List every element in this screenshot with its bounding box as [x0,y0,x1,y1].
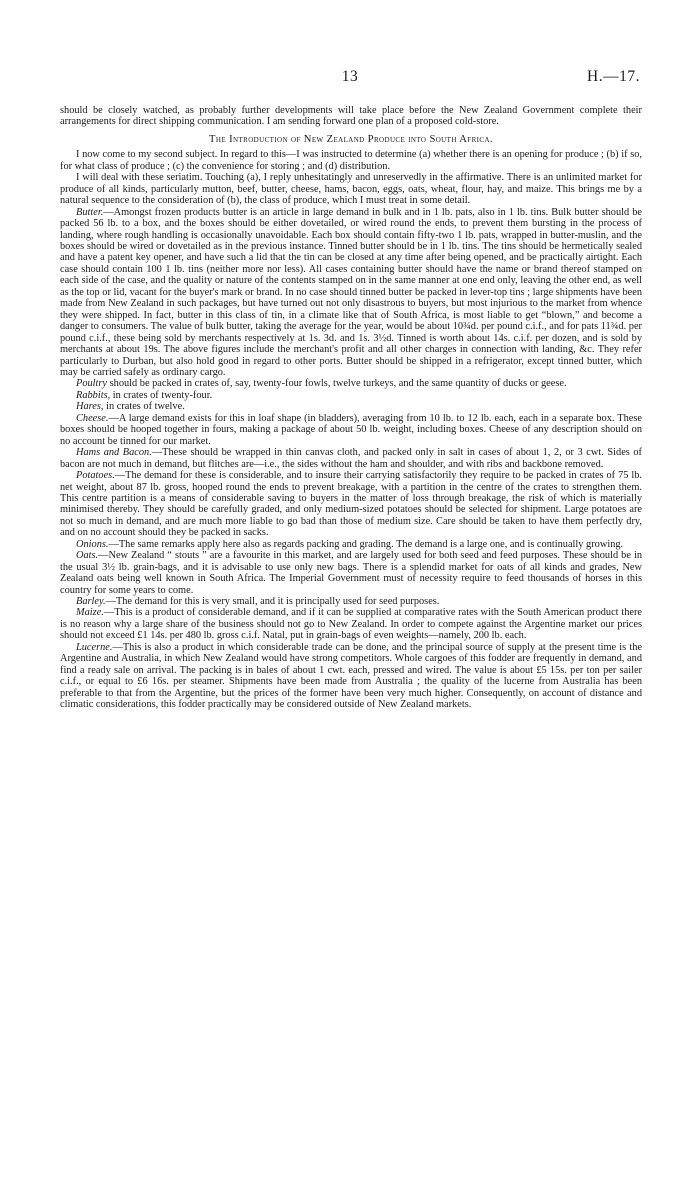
item-text: —The same remarks apply here also as regards packing and grading. The demand is a large one, and is continually growing. [108,538,624,550]
section-heading: The Introduction of New Zealand Produce into South Africa. [209,133,493,145]
item-term: Maize. [76,607,104,619]
item-text: —The demand for these is considerable, and to insure their carrying satisfactorily they require to be packed in crates of 75 lb. net weight, about 87 lb. gross, hooped round the ends to prevent breakage, with a partition in the centre of the crates to strengthen them. This centre partition is a means of considerable saving to buyers in the matter of loss through breakage, the risk of which is materially minimised thereby. They should be carefully graded, and only medium-sized potatoes should be selected for shipment. Large potatoes are not so much in demand, and are much more liable to go bad than those of medium size. Care should be taken to have them perfectly dry, and on no account should they be packed in sacks. [60,470,642,539]
item-term: Potatoes. [76,470,115,482]
item-term: Rabbits, [76,389,111,401]
paragraph-seriatim: I will deal with these seriatim. Touching (a), I reply unhesitatingly and unreservedly in the affirmative. There is an unlimited market for produce of all kinds, particularly mutton, beef, butter, cheese, hams, bacon, eggs, oats, wheat, flour, hay, and maize. This brings me by a natural sequence to the consideration of (b), the class of produce, which I must treat in some detail. [60,172,642,207]
item-text: in crates of twelve. [103,401,185,413]
item-butter [60,207,642,379]
item-term: Onions. [76,538,109,550]
document-body [60,105,642,711]
item-text: —These should be wrapped in thin canvas cloth, and packed only in salt in cases of about 1, 2, or 3 cwt. Sides of bacon are not much in demand, but flitches are—i.e., the sides without the ham and shoulder, and with ribs and backbone removed. [60,447,642,470]
item-cheese [60,413,642,447]
item-onions [60,539,642,550]
paragraph-subject: I now come to my second subject. In regard to this—I was instructed to determine (a) whether there is an opening for produce ; (b) if so, for what class of produce ; (c) the convenience for storing ; and (d) distribution. [60,149,642,172]
page-header [60,68,640,90]
page-number: 13 [341,68,359,85]
item-term: Cheese. [76,412,109,424]
item-text: —New Zealand “ stouts ” are a favourite in this market, and are largely used for both seed and feed purposes. These should be in the usual 3½ lb. grain-bags, and it is advisable to use only new bags. There is a splendid market for oats of all kinds and grades, New Zealand oats being well known in South Africa. The Imperial Government must of necessity require to feed thousands of horses in this country for some years to come. [60,550,642,596]
item-barley [60,596,642,607]
item-oats [60,550,642,596]
item-term: Hares, [76,401,104,413]
item-text: —This is also a product in which considerable trade can be done, and the principal source of supply at the present time is the Argentine and Australia, in which New Zealand would have strong competitors. Whole cargoes of this fodder are frequently in demand, and find a ready sale on arrival. The packing is in bales of about 1 cwt. each, pressed and wired. The value is about £5 15s. per ton per sailer c.i.f., or equal to £6 16s. per steamer. Shipments have been made from Australia ; the quality of the lucerne from Australia has been preferable to that from the Argentine, but the prices of the former have been very much higher. Consequently, on account of distance and climatic considerations, this fodder practically may be considered outside of New Zealand markets. [60,641,642,711]
item-term: Oats. [76,550,99,562]
item-term: Butter. [76,206,104,218]
item-maize [60,607,642,641]
item-lucerne [60,642,642,711]
item-hares [60,401,642,412]
item-rabbits [60,390,642,401]
item-term: Hams and Bacon. [76,447,152,459]
item-poultry [60,378,642,389]
item-term: Barley. [76,596,106,608]
item-term: Poultry [76,378,108,390]
item-potatoes [60,470,642,539]
document-reference: H.—17. [587,68,640,85]
item-hams-bacon [60,447,642,470]
item-term: Lucerne. [76,641,113,653]
item-text: —This is a product of considerable demand, and if it can be supplied at comparative rates with the South American product there is no reason why a large share of the business should not go to New Zealand. In order to compete against the Argentine market our prices should not exceed £1 14s. per 480 lb. gross c.i.f. Natal, put in grain-bags of even weights—namely, 200 lb. each. [60,607,642,642]
intro-paragraph: should be closely watched, as probably further developments will take place before the New Zealand Government complete their arrangements for direct shipping communication. I am sending forward one plan of a proposed cold-store. [60,105,642,128]
item-text: —The demand for this is very small, and it is principally used for seed purposes. [105,596,440,608]
item-text: —Amongst frozen products butter is an article in large demand in bulk and in 1 lb. pats, also in 1 lb. tins. Bulk butter should be packed 56 lb. to a box, and the boxes should be either dovetailed, or wired round the ends, to prevent them bursting in the process of landing, where rough handling is occasionally unavoidable. Each box should contain fifty-two 1 lb. pats, wrapped in butter-muslin, and the boxes should be wired or dovetailed as in the previous instance. Tinned butter should be in 1 lb. tins. The tins should be hermetically sealed and have a patent key opener, and have such a lid that the tin can be closed at any time after being opened, and be practically airtight. Each case should contain 100 1 lb. tins (neither more nor less). All cases containing butter should have the name or brand thereof stamped on each side of the case, and the quality or nature of the contents stamped on in the same manner at one end only, leaving the other end, as well as the top or lid, vacant for the buyer's mark or brand. In no case should tinned butter be packed in lever-top tins ; large shipments have been made from New Zealand in such packages, but have turned out not only disastrous to buyers, but most injurious to the market from whence they were shipped. In fact, butter in this class of tin, in a climate like that of South Africa, is most liable to get “blown,” and become a danger to consumers. The value of bulk butter, taking the average for the year, would be about 10¾d. per pound c.i.f., and for pats 11¾d. per pound c.i.f., these being sold by merchants respectively at 1s. 3d. and 1s. 3½d. Tinned is worth about 14s. c.i.f. per dozen, and is sold by merchants at about 19s. The above figures include the merchant's profit and all other charges in connection with landing, &c. They refer particularly to Durban, but also hold good in regard to other ports. Butter should be shipped in a refrigerator, except tinned butter, which may be carried safely as ordinary cargo. [60,206,642,378]
item-text: should be packed in crates of, say, twenty-four fowls, twelve turkeys, and the same quantity of ducks or geese. [107,378,567,390]
item-text: in crates of twenty-four. [110,389,213,401]
item-text: —A large demand exists for this in loaf shape (in bladders), averaging from 10 lb. to 12 lb. each, each in a separate box. These boxes should be hooped together in fours, making a package of about 50 lb. weight, including boxes. Cheese of any description should on no account be tinned for our market. [60,412,642,447]
